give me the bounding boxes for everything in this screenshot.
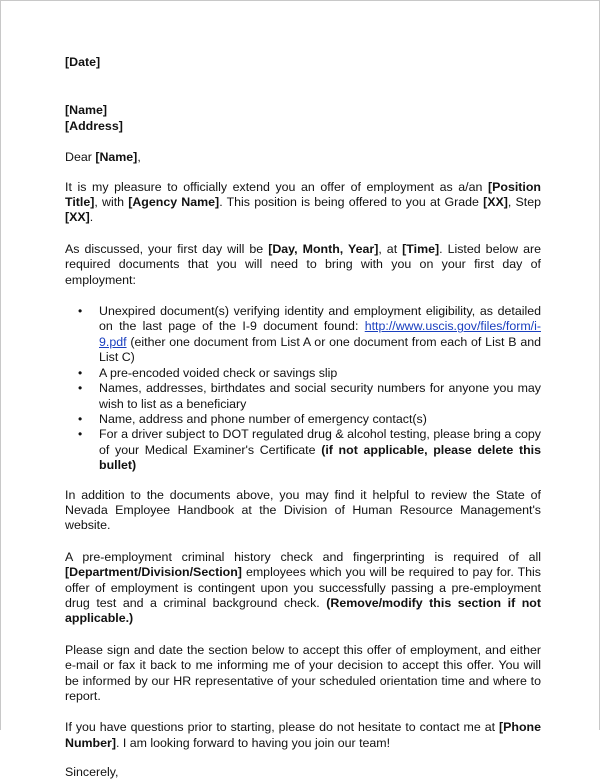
handbook-paragraph: In addition to the documents above, you may find it helpful to review the State of Nevada Employee Handbook at the Division of Human Resource Management's website. [65, 487, 541, 533]
grade-placeholder: [XX] [483, 195, 508, 210]
contact-paragraph [65, 720, 541, 751]
first-day-text: As discussed, your first day will be [65, 241, 269, 256]
background-check-text: A pre-employment criminal history check and fingerprinting is required of all [65, 549, 541, 564]
list-item-text: A pre-encoded voided check or savings slip [99, 365, 338, 380]
bullet-icon: • [78, 381, 83, 396]
bullet-icon: • [78, 411, 83, 426]
offer-text: . [89, 210, 94, 225]
list-item [65, 427, 541, 473]
acceptance-paragraph: Please sign and date the section below to accept this offer of employment, and either e-mail or fax it back to me informing me of your decision to accept this offer. You will be informed by our HR representative of your scheduled orientation time and where to report. [65, 642, 541, 703]
background-check-paragraph [65, 550, 541, 627]
offer-text: , Step [507, 195, 541, 210]
list-item-text: (either one document from List A or one document from each of List B and List C) [99, 334, 541, 365]
offer-paragraph [65, 180, 541, 226]
list-item [65, 366, 541, 381]
first-day-text: . Listed below are required documents that you will need to bring with you on your first day of employment: [65, 241, 541, 287]
first-day-paragraph [65, 242, 541, 288]
list-item-text: For a driver subject to DOT regulated drug & alcohol testing, please bring a copy of your Medical Examiner's Certificate [99, 427, 541, 457]
salutation-prefix: Dear [65, 150, 96, 165]
recipient-name: [Name] [65, 103, 107, 118]
salutation-suffix: , [137, 150, 141, 165]
recipient-address: [Address] [65, 118, 123, 133]
i9-form-link[interactable]: http://www.uscis.gov/files/form/i-9.pdf [99, 319, 541, 349]
list-item-text: Names, addresses, birthdates and social security numbers for anyone you may wish to list as a beneficiary [99, 381, 541, 411]
offer-text: . This position is being offered to you at Grade [219, 195, 484, 210]
first-day-text: , at [378, 241, 403, 256]
remove-section-note: (Remove/modify this section if not applicable.) [65, 595, 541, 626]
list-item-text: Name, address and phone number of emergency contact(s) [99, 411, 427, 426]
position-title: [Position Title] [65, 179, 541, 210]
list-item [65, 412, 541, 427]
delete-bullet-note: (if not applicable, please delete this bullet) [99, 442, 541, 473]
phone-placeholder: [Phone Number] [65, 720, 541, 750]
date-placeholder: [Date] [65, 55, 101, 69]
list-item [65, 304, 541, 366]
contact-text: . I am looking forward to having you join our team! [115, 735, 391, 750]
step-placeholder: [XX] [65, 210, 90, 225]
letter-body [65, 55, 541, 781]
bullet-icon: • [78, 365, 83, 380]
department-placeholder: [Department/Division/Section] [65, 565, 242, 580]
list-item [65, 381, 541, 412]
background-check-text: employees which you will be required to pay for. This offer of employment is contingent upon you successfully passing a pre-employment drug test and a criminal background check. [65, 565, 541, 610]
bullet-icon: • [78, 427, 83, 442]
salutation-name: [Name] [95, 150, 138, 165]
offer-text: , with [94, 195, 129, 210]
closing: Sincerely, [65, 765, 119, 780]
start-date-placeholder: [Day, Month, Year] [268, 241, 379, 256]
bullet-icon: • [78, 304, 83, 319]
list-item-text: Unexpired document(s) verifying identity and employment eligibility, as detailed on the last page of the I-9 document found: [99, 304, 541, 334]
required-documents-list [65, 304, 541, 473]
start-time-placeholder: [Time] [402, 241, 440, 256]
agency-name: [Agency Name] [128, 195, 220, 210]
contact-text: If you have questions prior to starting, please do not hesitate to contact me at [65, 720, 499, 735]
offer-text: It is my pleasure to officially extend you an offer of employment as a/an [65, 179, 488, 194]
salutation [65, 150, 541, 165]
